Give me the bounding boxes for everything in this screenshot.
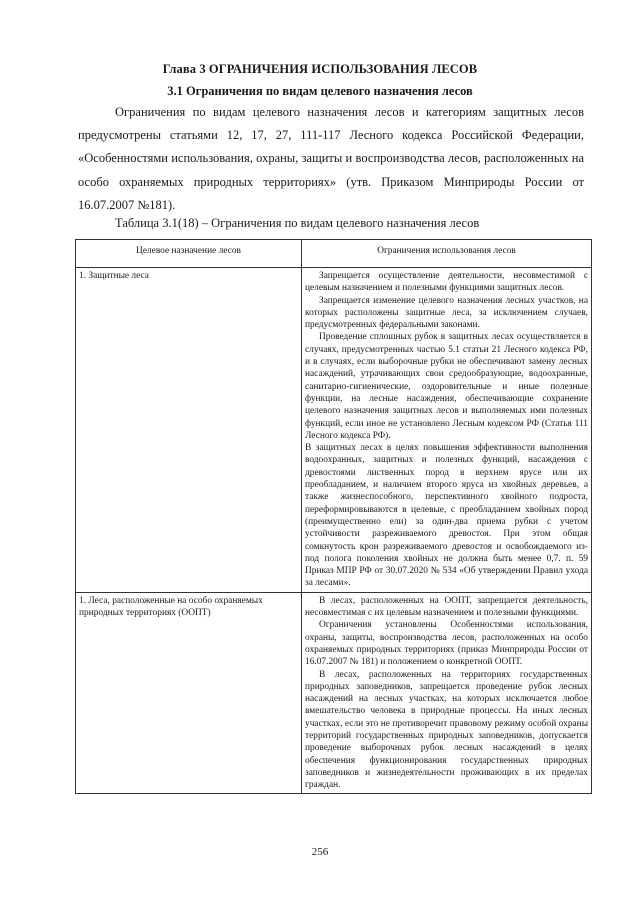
table-row — [76, 592, 592, 794]
section-title: 3.1 Ограничения по видам целевого назначения лесов — [167, 84, 473, 98]
restriction-paragraph: Запрещается осуществление деятельности, несовместимой с целевым назначением и полезными функциями защитных лесов. — [305, 271, 588, 294]
row-category: 1. Леса, расположенные на особо охраняемых природных территориях (ООПТ) — [76, 592, 302, 794]
row-category: 1. Защитные леса — [76, 268, 302, 593]
row-restrictions — [302, 592, 592, 794]
restriction-paragraph: Ограничения установлены Особенностями использования, охраны, защиты, воспроизводства лесов, расположенных на особо охраняемых природных территориях (приказ Минприроды России от 16.07.2007 № 181) и положением о конкретной ООПТ. — [305, 620, 588, 668]
header-purpose: Целевое назначение лесов — [76, 240, 302, 268]
header-restrictions: Ограничения использования лесов — [302, 240, 592, 268]
row-restrictions — [302, 268, 592, 593]
restriction-paragraph: Запрещается изменение целевого назначения лесных участков, на которых расположены защитные леса, за исключением случаев, предусмотренных федеральными законами. — [305, 295, 588, 331]
table-header-row — [76, 240, 592, 268]
page-number: 256 — [311, 846, 329, 858]
restriction-paragraph: В лесах, расположенных на территориях государственных природных заповедников, запрещается проведение рубок лесных насаждений на лесных участках, на которых исключается любое вмешательство человека в природные процессы. На иных лесных участках, если это не противоречит правовому режиму особой охраны территорий государственных природных заповедников, допускается проведение выборочных рубок лесных насаждений в целях обеспечения функционирования государственных природных заповедников и жизнедеятельности проживающих в их пределах граждан. — [305, 669, 588, 791]
intro-paragraph: Ограничения по видам целевого назначения лесов и категориям защитных лесов предусмотрены статьями 12, 17, 27, 111-117 Лесного кодекса Российской Федерации, «Особенностями использования, охраны, защиты и воспроизводства лесов, расположенных на особо охраняемых природных территориях» (утв. Приказом Минприроды России от 16.07.2007 №181). — [78, 105, 584, 212]
restriction-paragraph: В лесах, расположенных на ООПТ, запрещается деятельность, несовместимая с их целевым назначением и полезными функциями. — [305, 595, 588, 619]
restrictions-table — [75, 239, 592, 794]
restriction-paragraph: Проведение сплошных рубок в защитных лесах осуществляется в случаях, предусмотренных частью 5.1 статьи 21 Лесного кодекса РФ, и в случаях, если выборочные рубки не обеспечивают замену лесных насаждений, утрачивающих свои средообразующие, водоохранные, санитарно-гигиенические, оздоровительные и иные полезные функции, на лесные насаждения, обеспечивающие сохранение целевого назначения защитных лесов и выполняемых ими полезных функций, если иное не установлено Лесным кодексом РФ (Статья 111 Лесного кодекса РФ). — [305, 332, 588, 441]
restriction-paragraph: В защитных лесах в целях повышения эффективности выполнения водоохранных, защитных и полезных функций, насаждения с древостоями лиственных пород в верхнем ярусе или их преобладанием, и наличием второго яруса из хвойных деревьев, а также жизнеспособного, перспективного хвойного подроста, переформировываются в целевые, с преобладанием хвойных пород (преимущественно ели) за один-два приема рубки с учетом устойчивости разреживаемого древостоя. При этом общая сомкнутость крон разреживаемого древостоя и освобождаемого из-под полога поколения хвойных не должна быть менее 0,7. п. 59 Приказ МПР РФ от 30.07.2020 № 534 «Об утверждении Правил ухода за лесами». — [305, 443, 588, 589]
table-caption: Таблица 3.1(18) – Ограничения по видам целевого назначения лесов — [115, 216, 480, 230]
chapter-title: Глава 3 ОГРАНИЧЕНИЯ ИСПОЛЬЗОВАНИЯ ЛЕСОВ — [162, 62, 478, 76]
table-row — [76, 268, 592, 593]
